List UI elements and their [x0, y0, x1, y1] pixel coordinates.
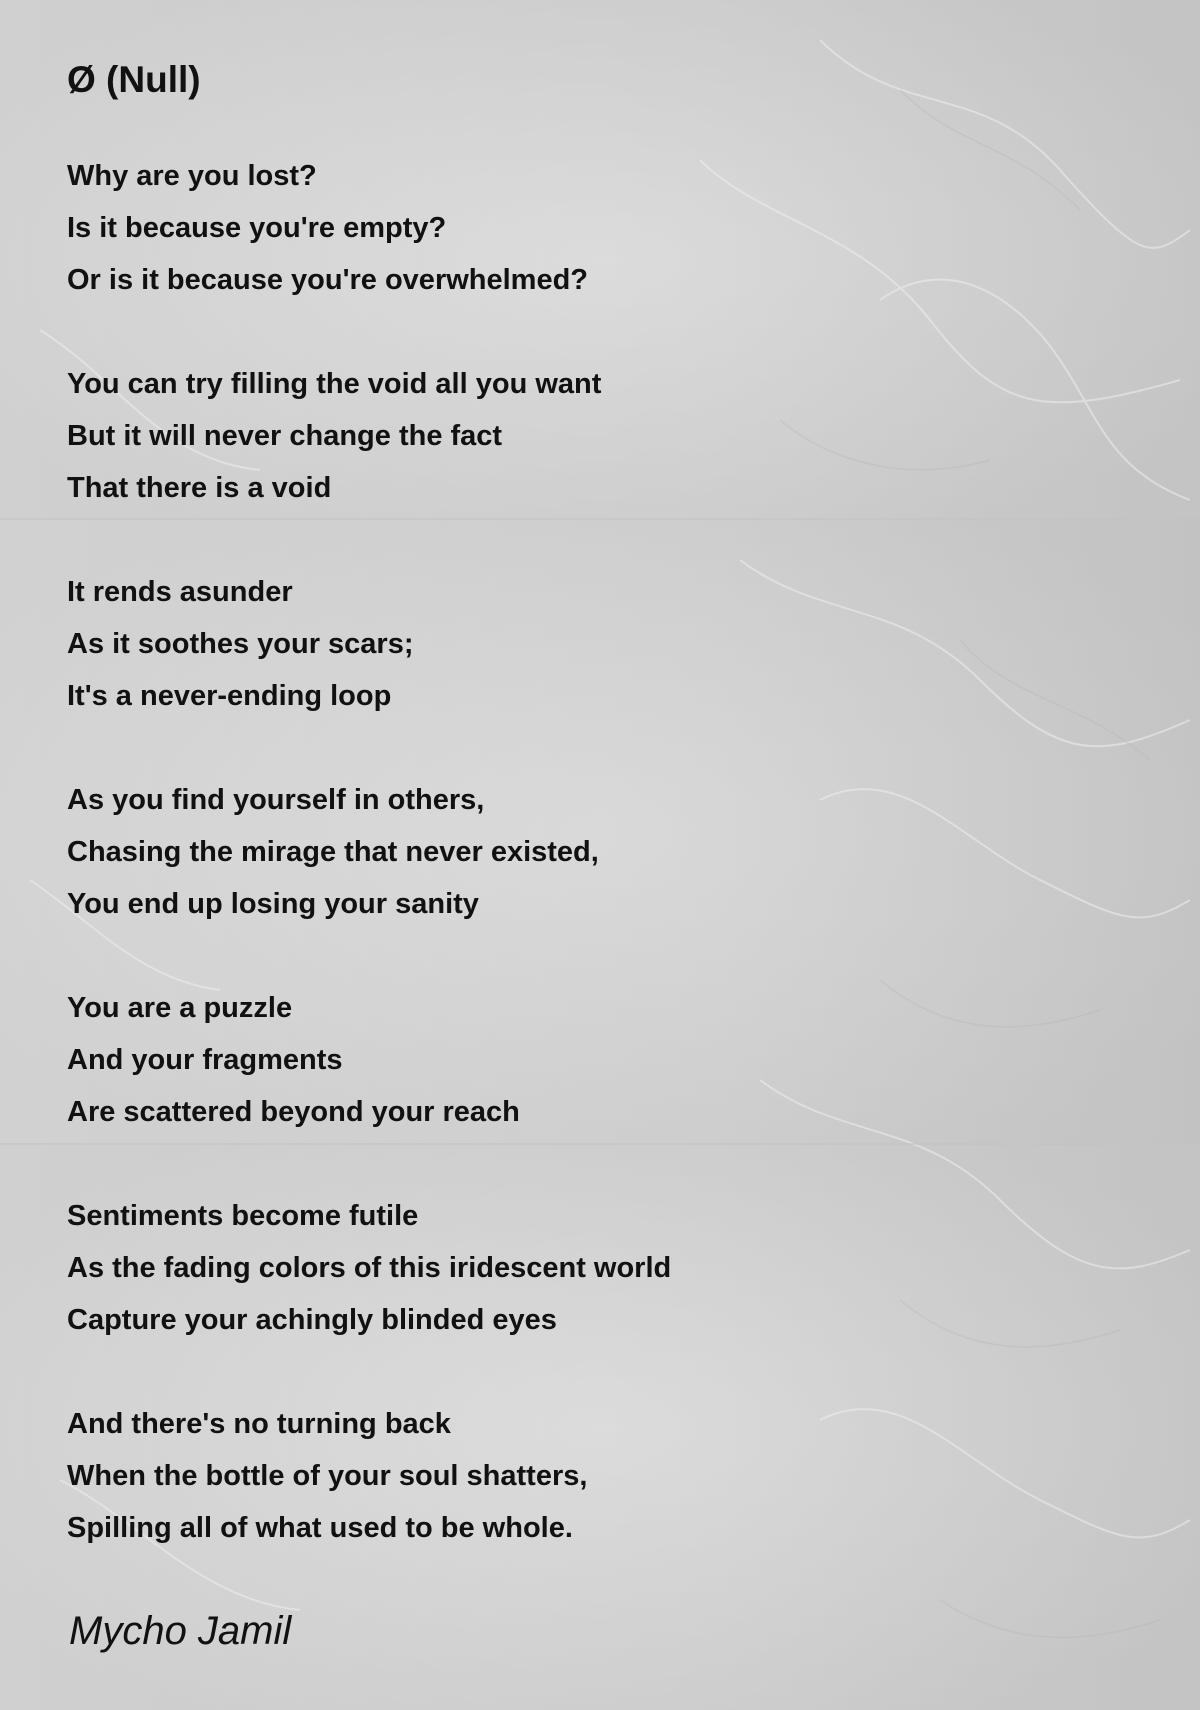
poem-body: [67, 150, 671, 1606]
stanza: [67, 982, 671, 1138]
poem-line: That there is a void: [67, 472, 332, 504]
poem-line: You end up losing your sanity: [67, 888, 479, 920]
poem-line: When the bottle of your soul shatters,: [67, 1460, 588, 1492]
poem-line: Sentiments become futile: [67, 1200, 419, 1232]
poem-line: Is it because you're empty?: [67, 212, 447, 244]
poem-line: It rends asunder: [67, 576, 293, 608]
poem-line: As the fading colors of this iridescent world: [67, 1252, 672, 1284]
poem-line: It's a never-ending loop: [67, 680, 392, 712]
poem-title: Ø (Null): [67, 59, 201, 100]
poem-line: And your fragments: [67, 1044, 343, 1076]
poem-line: Or is it because you're overwhelmed?: [67, 264, 589, 296]
poem-author: Mycho Jamil: [69, 1609, 292, 1653]
stanza: [67, 774, 671, 930]
poem-line: You can try filling the void all you want: [67, 368, 602, 400]
stanza: [67, 1190, 671, 1346]
poem-line: Spilling all of what used to be whole.: [67, 1512, 573, 1544]
poem-line: And there's no turning back: [67, 1408, 451, 1440]
poem-line: As it soothes your scars;: [67, 628, 414, 660]
poem-line: But it will never change the fact: [67, 420, 503, 452]
poem-line: Why are you lost?: [67, 160, 317, 192]
poem-line: As you find yourself in others,: [67, 784, 485, 816]
poem-line: You are a puzzle: [67, 992, 293, 1024]
stanza: [67, 566, 671, 722]
stanza: [67, 1398, 671, 1554]
stanza: [67, 358, 671, 514]
stanza: [67, 150, 671, 306]
poem-line: Capture your achingly blinded eyes: [67, 1304, 557, 1336]
poem-line: Chasing the mirage that never existed,: [67, 836, 599, 868]
poem-line: Are scattered beyond your reach: [67, 1096, 520, 1128]
